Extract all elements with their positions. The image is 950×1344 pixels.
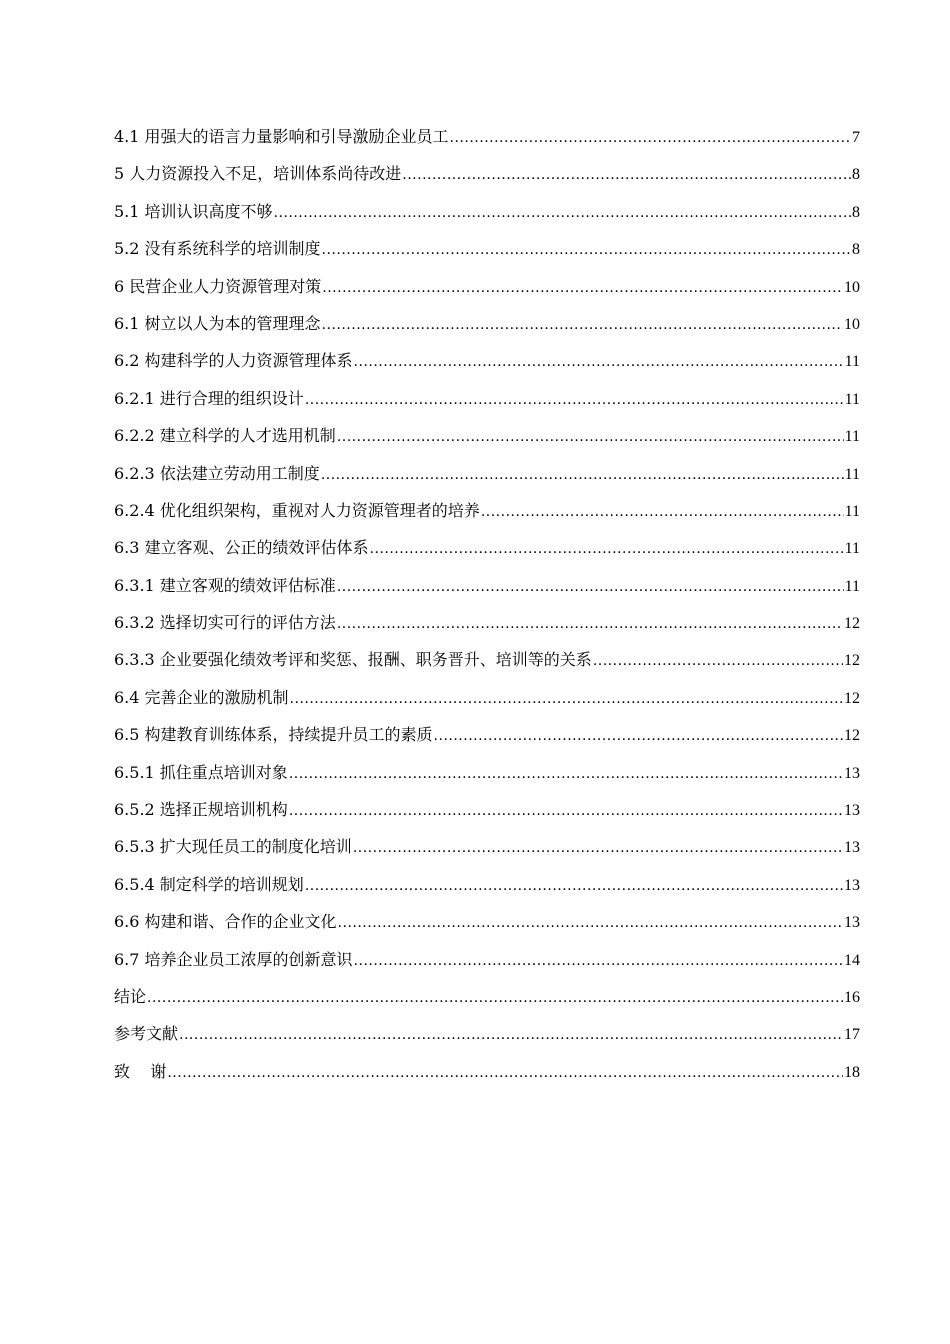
toc-dot-leader bbox=[402, 157, 851, 194]
toc-entry-title: 6.2.2 建立科学的人才选用机制 bbox=[114, 426, 336, 446]
toc-entry-references[interactable] bbox=[114, 1015, 860, 1052]
toc-entry[interactable] bbox=[114, 380, 860, 417]
toc-dot-leader bbox=[147, 980, 843, 1017]
toc-dot-leader bbox=[593, 643, 843, 680]
toc-entry-title: 5.2 没有系统科学的培训制度 bbox=[114, 239, 321, 259]
toc-entry[interactable] bbox=[114, 342, 860, 379]
toc-entry[interactable] bbox=[114, 791, 860, 828]
toc-entry-title: 6.5.2 选择正规培训机构 bbox=[114, 800, 288, 820]
toc-entry[interactable] bbox=[114, 155, 860, 192]
toc-entry-page: 11 bbox=[844, 390, 860, 408]
toc-dot-leader bbox=[290, 681, 843, 718]
toc-entry-page: 12 bbox=[844, 615, 860, 633]
toc-entry-title: 6.1 树立以人为本的管理理念 bbox=[114, 313, 321, 333]
toc-entry-page: 12 bbox=[844, 652, 860, 670]
toc-entry-title: 6.3 建立客观、公正的绩效评估体系 bbox=[114, 538, 369, 558]
toc-entry[interactable] bbox=[114, 754, 860, 791]
toc-entry-title: 6 民营企业人力资源管理对策 bbox=[114, 276, 322, 296]
toc-entry-page: 11 bbox=[844, 353, 860, 371]
toc-entry-title: 5 人力资源投入不足，培训体系尚待改进 bbox=[114, 164, 402, 184]
toc-dot-leader bbox=[450, 120, 851, 157]
toc-dot-leader bbox=[289, 756, 843, 793]
toc-entry[interactable] bbox=[114, 716, 860, 753]
toc-entry-page: 11 bbox=[844, 577, 860, 595]
toc-dot-leader bbox=[338, 905, 843, 942]
toc-entry-title: 参考文献 bbox=[114, 1024, 179, 1044]
toc-entry-title: 4.1 用强大的语言力量影响和引导激励企业员工 bbox=[114, 127, 449, 146]
toc-entry-page: 13 bbox=[844, 764, 860, 782]
toc-dot-leader bbox=[289, 793, 843, 830]
toc-dot-leader bbox=[321, 457, 844, 494]
toc-entry-title: 6.5 构建教育训练体系，持续提升员工的素质 bbox=[114, 725, 433, 745]
toc-entry-title: 结论 bbox=[114, 986, 147, 1006]
toc-dot-leader bbox=[179, 1017, 843, 1054]
toc-entry-page: 13 bbox=[844, 802, 860, 820]
toc-dot-leader bbox=[337, 606, 843, 643]
toc-entry-page: 11 bbox=[844, 465, 860, 483]
toc-entry[interactable] bbox=[114, 866, 860, 903]
toc-entry-page: 8 bbox=[852, 203, 860, 221]
toc-entry[interactable] bbox=[114, 641, 860, 678]
toc-entry-page: 10 bbox=[844, 315, 860, 333]
toc-entry-title: 6.2.1 进行合理的组织设计 bbox=[114, 388, 304, 408]
toc-dot-leader bbox=[322, 232, 851, 269]
toc-entry[interactable] bbox=[114, 941, 860, 978]
toc-entry[interactable] bbox=[114, 193, 860, 230]
toc-entry-page: 18 bbox=[844, 1063, 860, 1081]
toc-entry[interactable] bbox=[114, 118, 860, 155]
toc-dot-leader bbox=[353, 830, 843, 867]
toc-entry-title: 6.3.2 选择切实可行的评估方法 bbox=[114, 613, 336, 633]
toc-entry-page: 7 bbox=[852, 129, 860, 146]
toc-entry-title: 6.3.1 建立客观的绩效评估标准 bbox=[114, 575, 336, 595]
toc-dot-leader bbox=[337, 569, 844, 606]
toc-entry-title: 6.6 构建和谐、合作的企业文化 bbox=[114, 912, 337, 932]
toc-entry-page: 11 bbox=[844, 502, 860, 520]
toc-entry-page: 13 bbox=[844, 839, 860, 857]
toc-entry-title: 6.7 培养企业员工浓厚的创新意识 bbox=[114, 949, 353, 969]
toc-entry-page: 11 bbox=[844, 540, 860, 558]
toc-entry[interactable] bbox=[114, 604, 860, 641]
toc-entry-title: 6.3.3 企业要强化绩效考评和奖惩、报酬、职务晋升、培训等的关系 bbox=[114, 650, 592, 670]
toc-entry-page: 17 bbox=[844, 1026, 860, 1044]
toc-entry-page: 13 bbox=[844, 876, 860, 894]
toc-entry-title: 6.4 完善企业的激励机制 bbox=[114, 687, 289, 707]
toc-entry-page: 11 bbox=[844, 428, 860, 446]
toc-entry-page: 12 bbox=[844, 689, 860, 707]
toc-entry-page: 16 bbox=[844, 988, 860, 1006]
toc-entry-title: 6.5.3 扩大现任员工的制度化培训 bbox=[114, 837, 352, 857]
toc-entry[interactable] bbox=[114, 455, 860, 492]
toc-entry[interactable] bbox=[114, 567, 860, 604]
toc-entry[interactable] bbox=[114, 679, 860, 716]
toc-entry[interactable] bbox=[114, 828, 860, 865]
toc-entry-acknowledgements[interactable] bbox=[114, 1053, 860, 1090]
toc-dot-leader bbox=[167, 1055, 843, 1092]
toc-entry-title: 致 谢 bbox=[114, 1061, 167, 1081]
toc-entry-page: 12 bbox=[844, 727, 860, 745]
toc-dot-leader bbox=[322, 270, 843, 307]
toc-entry[interactable] bbox=[114, 903, 860, 940]
toc-entry[interactable] bbox=[114, 305, 860, 342]
toc-entry-page: 14 bbox=[844, 951, 860, 969]
toc-dot-leader bbox=[274, 195, 851, 232]
toc-entry-title: 6.5.4 制定科学的培训规划 bbox=[114, 874, 304, 894]
toc-dot-leader bbox=[370, 531, 844, 568]
toc-entry-title: 6.5.1 抓住重点培训对象 bbox=[114, 762, 288, 782]
toc-entry[interactable] bbox=[114, 417, 860, 454]
toc-dot-leader bbox=[322, 307, 843, 344]
toc-entry[interactable] bbox=[114, 230, 860, 267]
toc-entry[interactable] bbox=[114, 529, 860, 566]
toc-entry[interactable] bbox=[114, 492, 860, 529]
toc-dot-leader bbox=[337, 419, 844, 456]
toc-dot-leader bbox=[434, 718, 843, 755]
toc-entry-conclusion[interactable] bbox=[114, 978, 860, 1015]
toc-entry-title: 6.2.3 依法建立劳动用工制度 bbox=[114, 463, 320, 483]
toc-dot-leader bbox=[481, 494, 844, 531]
toc-dot-leader bbox=[354, 344, 844, 381]
toc-entry-page: 10 bbox=[844, 278, 860, 296]
toc-dot-leader bbox=[354, 943, 843, 980]
toc-entry-page: 8 bbox=[852, 166, 860, 184]
toc-dot-leader bbox=[305, 382, 844, 419]
toc-entry-page: 13 bbox=[844, 914, 860, 932]
table-of-contents bbox=[114, 118, 860, 1090]
toc-entry-title: 6.2 构建科学的人力资源管理体系 bbox=[114, 351, 353, 371]
toc-entry[interactable] bbox=[114, 268, 860, 305]
toc-entry-title: 5.1 培训认识高度不够 bbox=[114, 201, 273, 221]
toc-dot-leader bbox=[305, 868, 843, 905]
toc-entry-page: 8 bbox=[852, 241, 860, 259]
toc-entry-title: 6.2.4 优化组织架构，重视对人力资源管理者的培养 bbox=[114, 500, 480, 520]
